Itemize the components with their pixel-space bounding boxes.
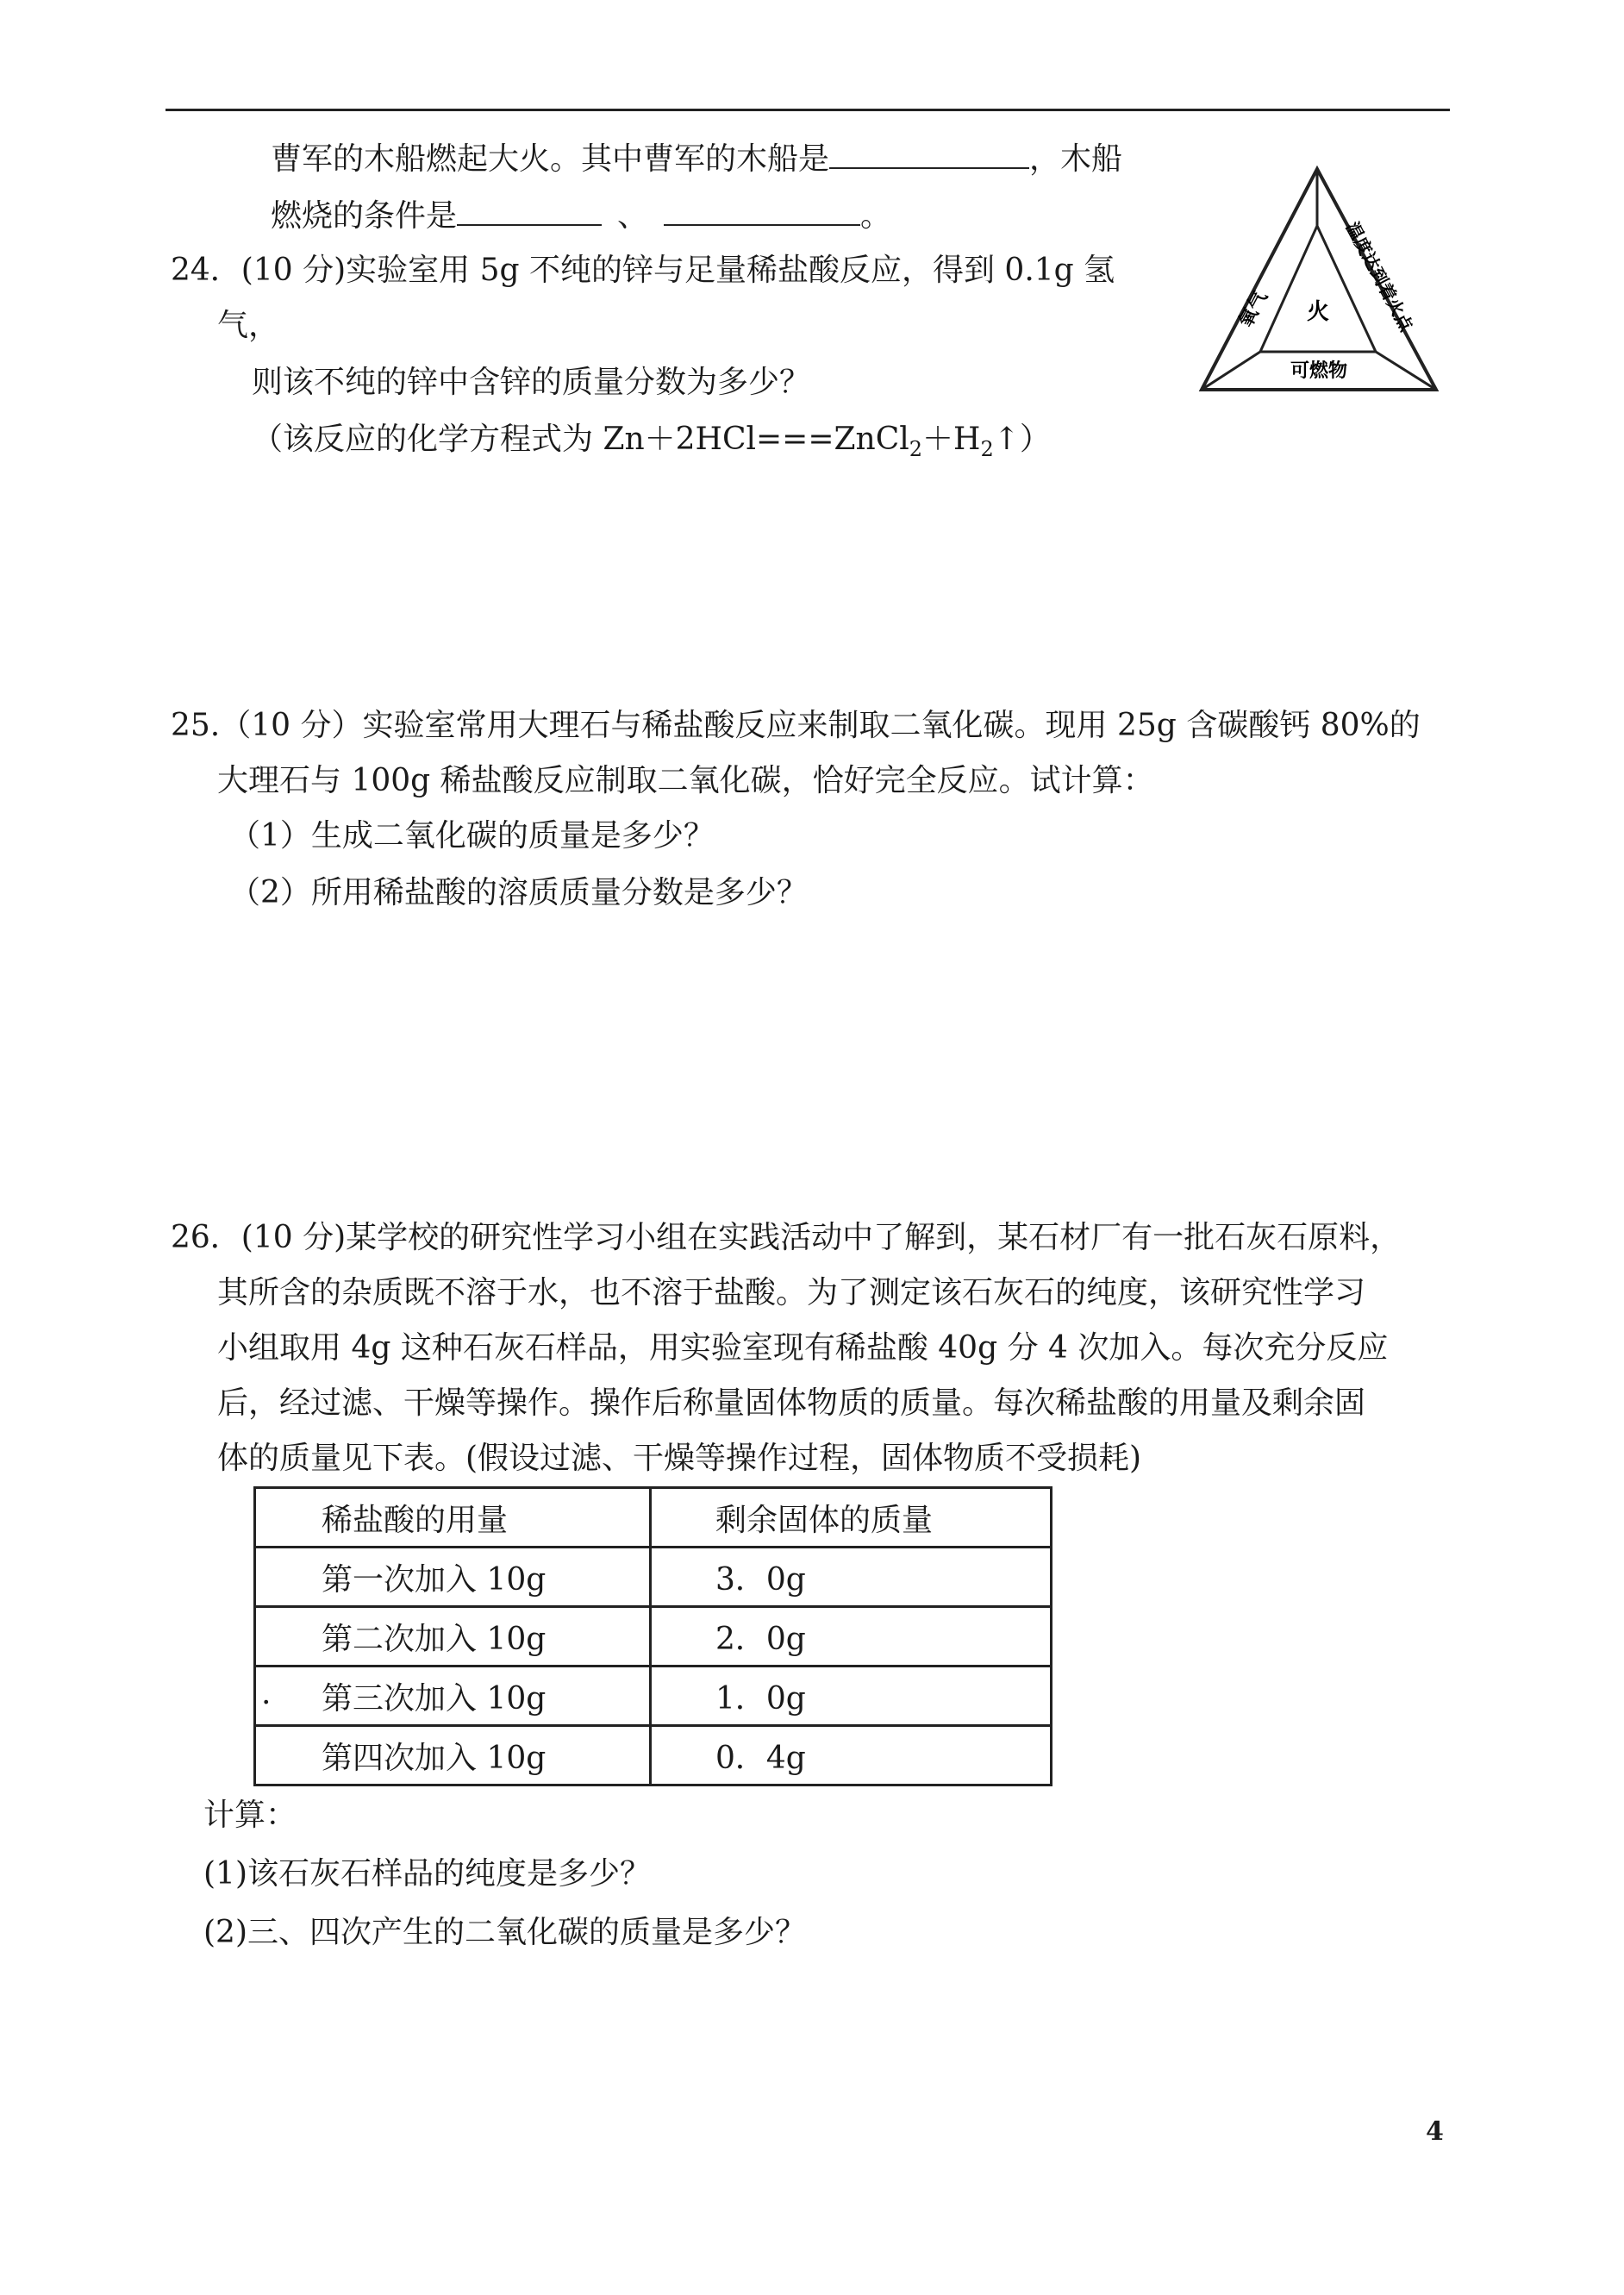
- table-cell: 第二次加入 10g: [255, 1607, 651, 1667]
- table-cell: 1．0g: [651, 1667, 1052, 1726]
- q26-line4: 后，经过滤、干燥等操作。操作后称量固体物质的质量。每次稀盐酸的用量及剩余固: [217, 1385, 1366, 1421]
- table-header: 稀盐酸的用量: [255, 1488, 651, 1548]
- diagram-left-label: 氧气: [1234, 287, 1272, 332]
- q25-line1: 25.（10 分）实验室常用大理石与稀盐酸反应来制取二氧化碳。现用 25g 含碳酸钙 80%的: [171, 708, 1421, 743]
- diagram-bottom-label: 可燃物: [1290, 360, 1348, 382]
- answer-blank[interactable]: [829, 138, 1029, 169]
- answer-blank[interactable]: [457, 195, 602, 226]
- q23-line1: [271, 138, 1122, 178]
- equation-text: ＋H: [922, 422, 981, 457]
- q23-text: 燃烧的条件是: [271, 198, 458, 234]
- table-row: [255, 1726, 1052, 1785]
- q25-line2: 大理石与 100g 稀盐酸反应制取二氧化碳，恰好完全反应。试计算：: [217, 763, 1154, 798]
- table-cell: 2．0g: [651, 1607, 1052, 1667]
- equation-text: ↑）: [993, 422, 1051, 457]
- table-header: 剩余固体的质量: [651, 1488, 1052, 1548]
- equation-subscript: 2: [980, 437, 994, 462]
- q26-line2: 其所含的杂质既不溶于水，也不溶于盐酸。为了测定该石灰石的纯度，该研究性学习: [217, 1275, 1366, 1310]
- q24-equation: [252, 421, 1051, 468]
- q26-sub2: (2)三、四次产生的二氧化碳的质量是多少？: [203, 1915, 806, 1950]
- q26-line5: 体的质量见下表。(假设过滤、干燥等操作过程，固体物质不受损耗): [217, 1441, 1142, 1476]
- q23-text: 、: [617, 198, 649, 234]
- equation-text: （该反应的化学方程式为 Zn＋2HCl===ZnCl: [252, 422, 909, 457]
- q23-text: 。: [860, 198, 892, 234]
- answer-blank[interactable]: [664, 195, 860, 226]
- table-cell: [255, 1667, 651, 1726]
- q25-line3: （1）生成二氧化碳的质量是多少？: [229, 818, 715, 854]
- q24-line1: 24．(10 分)实验室用 5g 不纯的锌与足量稀盐酸反应，得到 0.1g 氢: [171, 253, 1115, 288]
- fire-triangle-diagram: [1198, 164, 1440, 397]
- q26-sub1: (1)该石灰石样品的纯度是多少？: [203, 1856, 651, 1892]
- stray-mark: .: [261, 1676, 272, 1711]
- table-cell: 第一次加入 10g: [255, 1548, 651, 1607]
- table-row: [255, 1667, 1052, 1726]
- table-header-row: [255, 1488, 1052, 1548]
- q26-line3: 小组取用 4g 这种石灰石样品，用实验室现有稀盐酸 40g 分 4 次加入。每次充分反应: [217, 1330, 1389, 1366]
- diagram-right-label: 温度达到着火点: [1341, 218, 1417, 335]
- table-row: [255, 1607, 1052, 1667]
- q24-line2: 气，: [217, 308, 280, 343]
- page-number: 4: [1426, 2117, 1444, 2147]
- q23-text: ，木船: [1029, 141, 1123, 177]
- q26-calc-label: 计算：: [203, 1798, 297, 1833]
- table-cell: 0．4g: [651, 1726, 1052, 1785]
- table-cell: 3．0g: [651, 1548, 1052, 1607]
- q23-text: 曹军的木船燃起大火。其中曹军的木船是: [271, 141, 830, 177]
- q25-line4: （2）所用稀盐酸的溶质质量分数是多少？: [229, 875, 808, 910]
- q24-line3: 则该不纯的锌中含锌的质量分数为多少？: [252, 365, 811, 400]
- table-row: [255, 1548, 1052, 1607]
- q23-line2: [271, 195, 891, 235]
- equation-subscript: 2: [909, 437, 923, 462]
- results-table: [253, 1486, 1052, 1786]
- diagram-center-label: 火: [1306, 299, 1330, 325]
- table-cell: 第四次加入 10g: [255, 1726, 651, 1785]
- table-cell-text: 第三次加入 10g: [322, 1680, 547, 1717]
- q26-line1: 26．(10 分)某学校的研究性学习小组在实践活动中了解到，某石材厂有一批石灰石原料，: [171, 1220, 1402, 1255]
- header-rule: [166, 109, 1450, 111]
